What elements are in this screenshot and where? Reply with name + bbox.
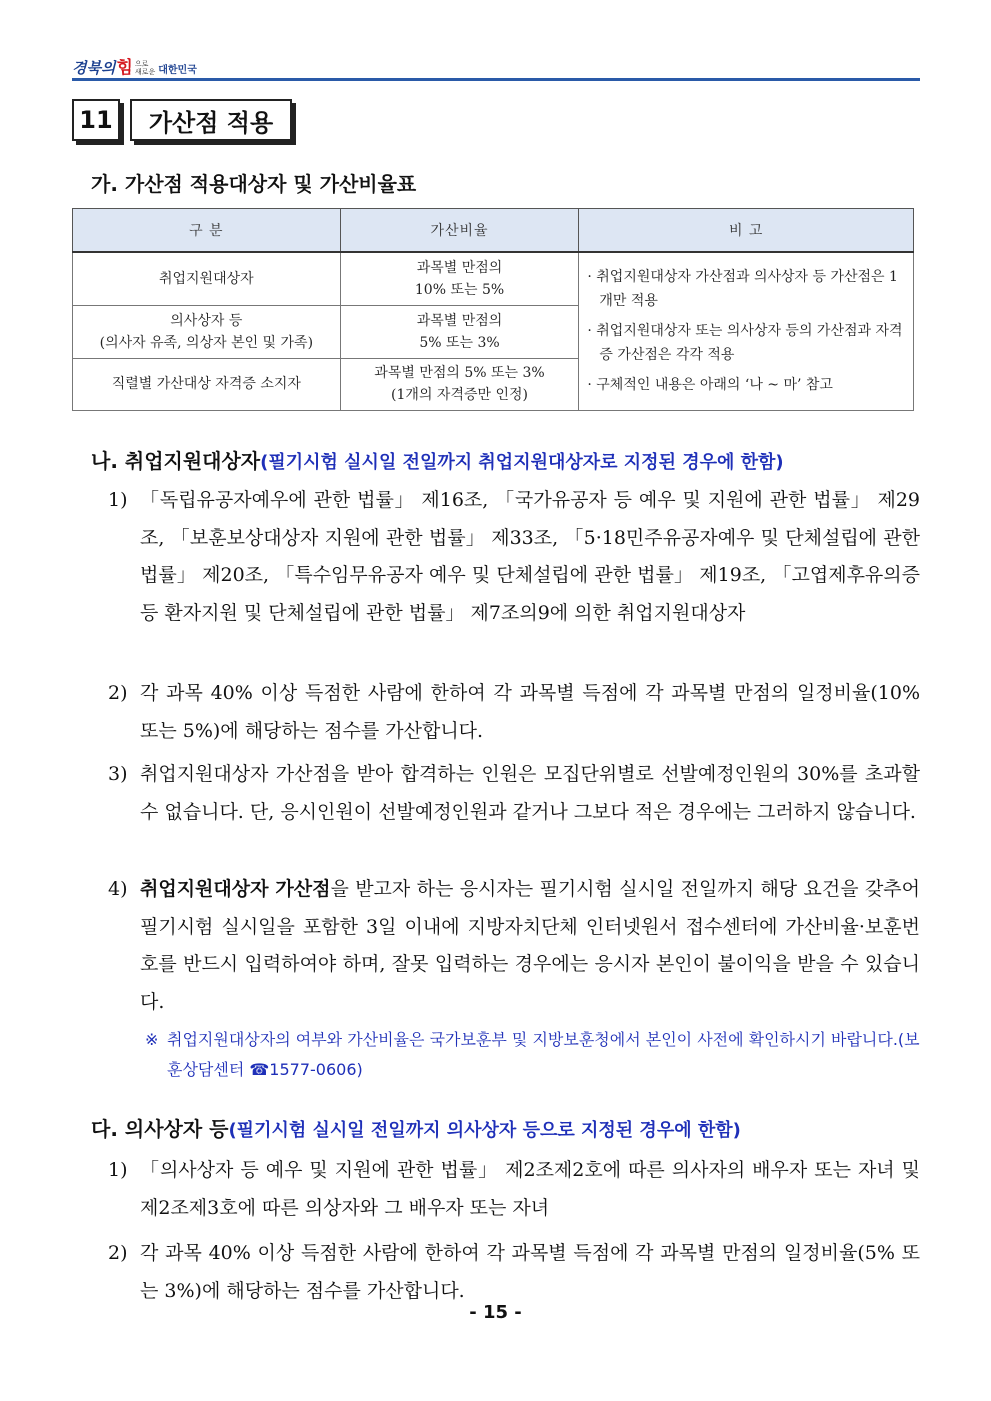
page-header [72,50,920,90]
remark-item: · 취업지원대상자 가산점과 의사상자 등 가산점은 1개만 적용 [587,269,898,310]
logo-script-text: 경북의 [72,59,116,77]
page-number: - 15 - [469,1302,522,1323]
table-header-category: 구 분 [73,209,341,253]
table-header-rate: 가산비율 [340,209,579,253]
list-item: 3) 취업지원대상자 가산점을 받아 합격하는 인원은 모집단위별로 선발예정인원의 30%를 초과할 수 없습니다. 단, 응시인원이 선발예정인원과 같거나 그보다 적은 경우에는 그러하지 않습니다. [108,763,920,823]
table-cell-category: 취업지원대상자 [73,252,341,305]
subheading-c: 다. 의사상자 등(필기시험 실시일 전일까지 의사상자 등으로 지정된 경우에 한함) [91,1117,741,1141]
bonus-rate-table [72,208,914,411]
table-cell-rate: 과목별 만점의 5% 또는 3% [340,305,579,358]
list-item: 1) 「독립유공자예우에 관한 법률」 제16조, 「국가유공자 등 예우 및 지원에 관한 법률」 제29조, 「보훈보상대상자 지원에 관한 법률」 제33조, 「5·18민주유공자예우 및 단체설립에 관한 법률」 제20조, 「특수임무유공자 예우 및 단체설립에 관한 법률」 제19조, 「고엽제후유의증 등 환자지원 및 단체설립에 관한 법률」 제7조의9에 의한 취업지원대상자 [108,489,920,624]
list-item: 2) 각 과목 40% 이상 득점한 사람에 한하여 각 과목별 득점에 각 과목별 만점의 일정비율(10% 또는 5%)에 해당하는 점수를 가산합니다. [108,682,920,742]
slogan-logo [72,50,197,78]
reference-mark: ※ [145,1030,159,1049]
remark-item: · 구체적인 내용은 아래의 ‘나 ~ 마’ 참고 [587,377,833,394]
subheading-b: 나. 취업지원대상자(필기시험 실시일 전일까지 취업지원대상자로 지정된 경우에 한함) [91,449,784,473]
logo-main-text: 대한민국 [158,65,197,76]
logo-small-text: 으로 새로운 [134,60,156,76]
subheading-c-qualifier: (필기시험 실시일 전일까지 의사상자 등으로 지정된 경우에 한함) [228,1120,741,1141]
table-cell-remarks [579,252,914,410]
list-item: 2) 각 과목 40% 이상 득점한 사람에 한하여 각 과목별 득점에 각 과목별 만점의 일정비율(5% 또는 3%)에 해당하는 점수를 가산합니다. [108,1242,920,1302]
table-cell-rate: 과목별 만점의 5% 또는 3% (1개의 자격증만 인정) [340,358,579,410]
remark-item: · 취업지원대상자 또는 의사상자 등의 가산점과 자격증 가산점은 각각 적용 [587,323,903,364]
table-header-remarks: 비 고 [579,209,914,253]
subheading-b-qualifier: (필기시험 실시일 전일까지 취업지원대상자로 지정된 경우에 한함) [260,452,784,473]
emphasis-text: 취업지원대상자 가산점 [140,878,331,900]
table-header-row [73,209,914,253]
table-cell-category: 직렬별 가산대상 자격증 소지자 [73,358,341,410]
section-number: 11 [72,99,120,141]
table-row [73,252,914,305]
table-cell-category: 의사상자 등 (의사자 유족, 의상자 본인 및 가족) [73,305,341,358]
logo-mark: 힘 [116,58,133,78]
contact-note: ※ 취업지원대상자의 여부와 가산비율은 국가보훈부 및 지방보훈청에서 본인이 사전에 확인하시기 바랍니다.(보훈상담센터 ☎1577-0606) [145,1025,921,1085]
list-item: 1) 「의사상자 등 예우 및 지원에 관한 법률」 제2조제2호에 따른 의사자의 배우자 또는 자녀 및 제2조제3호에 따른 의상자와 그 배우자 또는 자녀 [108,1159,920,1219]
section-heading [72,99,292,141]
table-cell-rate: 과목별 만점의 10% 또는 5% [340,252,579,305]
header-divider [72,78,920,81]
list-item: 4) 취업지원대상자 가산점을 받고자 하는 응시자는 필기시험 실시일 전일까지 해당 요건을 갖추어 필기시험 실시일을 포함한 3일 이내에 지방자치단체 인터넷원서 접수센터에 가산비율·보훈번호를 반드시 입력하여야 하며, 잘못 입력하는 경우에는 응시자 본인이 불이익을 받을 수 있습니다. [108,878,921,1013]
subheading-a: 가. 가산점 적용대상자 및 가산비율표 [91,172,417,196]
section-title: 가산점 적용 [130,99,292,141]
